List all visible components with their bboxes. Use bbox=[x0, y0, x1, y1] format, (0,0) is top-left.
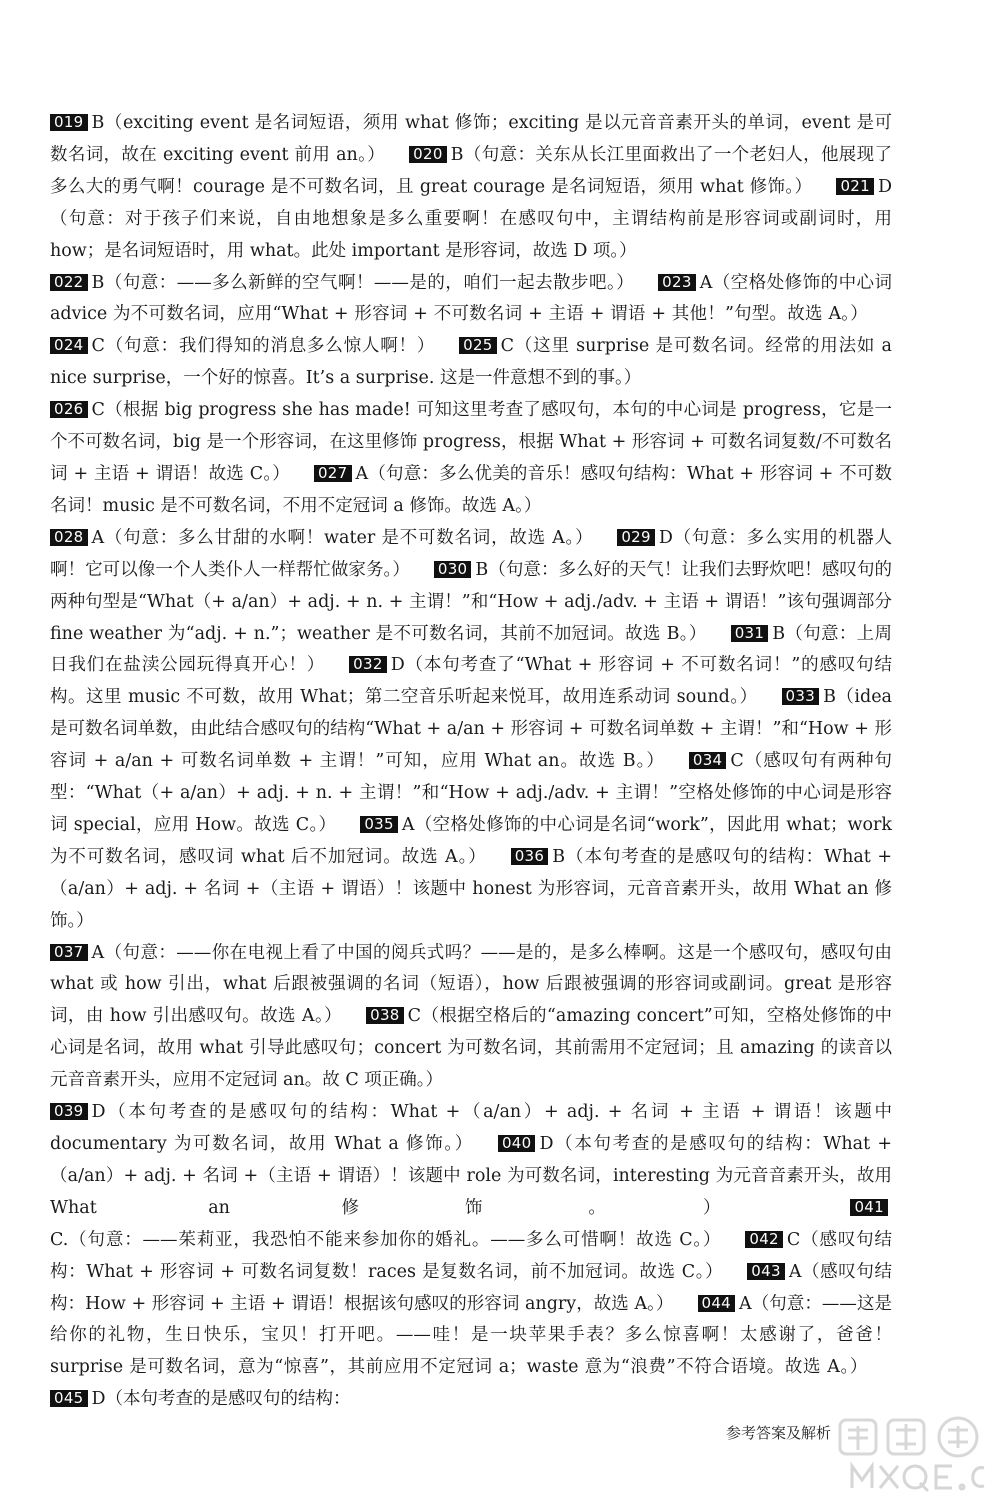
question-number-badge: 042 bbox=[745, 1231, 783, 1248]
answer-explanation: B（句意：关东从长江里面救出了一个老妇人，他展现了多么大的勇气啊！courage 是不可数名词，且 great courage 是名词短语，须用 what 修饰。） bbox=[50, 144, 893, 197]
question-number-badge: 030 bbox=[434, 561, 472, 578]
question-number-badge: 026 bbox=[50, 401, 88, 418]
question-number-badge: 045 bbox=[50, 1390, 88, 1407]
answer-explanation: A（感叹句结构：How + 形容词 + 主语 + 谓语！根据该句感叹的形容词 angry，故选 A。） bbox=[50, 1261, 892, 1314]
answer-explanation: C.（句意：——茱莉亚，我恐怕不能来参加你的婚礼。——多么可惜啊！故选 C。） bbox=[50, 1229, 722, 1250]
answer-entry bbox=[50, 528, 593, 548]
answer-explanation: C（感叹句结构：What + 形容词 + 可数名词复数！races 是复数名词，前不加冠词。故选 C。） bbox=[50, 1229, 893, 1282]
answer-explanation: D（本句考查的是感叹句的结构： bbox=[91, 1389, 351, 1410]
question-number-badge: 039 bbox=[50, 1103, 88, 1120]
answer-explanation: A（句意：多么优美的音乐！感叹句结构：What + 形容词 + 不可数名词！music 是不可数名词，不用不定冠词 a 修饰。故选 A。） bbox=[50, 463, 893, 516]
answer-explanation: A（句意：——你在电视上看了中国的阅兵式吗？——是的，是多么棒啊。这是一个感叹句，感叹句由 what 或 how 引出，what 后跟被强调的名词（短语），how 后跟被强调的形容词或副词。great 是形容词，由 how 引出感叹句。故选 A。） bbox=[50, 942, 892, 1027]
answer-explanation: C（根据 big progress she has made! 可知这里考查了感叹句，本句的中心词是 progress，它是一个不可数名词，big 是一个形容词，在这里修饰 progress，根据 What + 形容词 + 可数名词复数/不可数名词 + 主语 + 谓语！故选 C。） bbox=[50, 400, 892, 484]
footer-label: 参考答案及解析 bbox=[726, 1424, 832, 1442]
question-number-badge: 043 bbox=[747, 1263, 785, 1280]
answer-explanation: B（句意：上周日我们在盐渎公园玩得真开心！） bbox=[50, 623, 892, 676]
answer-explanation: C（这里 surprise 是可数名词。经常的用法如 a nice surprise，一个好的惊喜。It’s a surprise. 这是一件意想不到的事。） bbox=[50, 336, 892, 389]
answer-explanation: D（本句考查的是感叹句的结构：What +（a/an）+ adj. + 名词 + 主语 + 谓语！该题中 documentary 为可数名词，故用 What a 修饰。） bbox=[50, 1102, 892, 1154]
question-number-badge: 040 bbox=[498, 1135, 536, 1152]
answer-explanation: A（空格处修饰的中心词是名词“work”，因此用 what；work 为不可数名词，感叹词 what 后不加冠词。故选 A。） bbox=[50, 814, 893, 867]
question-number-badge: 025 bbox=[459, 337, 497, 354]
answer-explanation: A（空格处修饰的中心词 advice 为不可数名词，应用“What + 形容词 + 不可数名词 + 主语 + 谓语 + 其他！”句型。故选 A。） bbox=[50, 272, 893, 325]
answer-explanation: D（本句考查了“What + 形容词 + 不可数名词！”的感叹句结构。这里 music 不可数，故用 What；第二空音乐听起来悦耳，故用连系动词 sound。） bbox=[50, 655, 892, 708]
question-number-badge: 033 bbox=[782, 688, 820, 705]
answer-explanation: B（本句考查的是感叹句的结构：What +（a/an）+ adj. + 名词 +（主语 + 谓语）！该题中 honest 为形容词，元音音素开头，故用 What an 修饰。） bbox=[50, 846, 893, 931]
answer-explanation: C（句意：我们得知的消息多么惊人啊！） bbox=[91, 336, 436, 357]
answer-explanation: D（句意：多么实用的机器人啊！它可以像一个人类仆人一样帮忙做家务。） bbox=[50, 527, 892, 580]
question-number-badge: 019 bbox=[50, 114, 88, 131]
answer-explanation: B（idea 是可数名词单数，由此结合感叹句的结构“What + a/an + 形容词 + 可数名词单数 + 主谓！”和“How + 形容词 + a/an + 可数名词单数 + 主谓！”可知，应用 What an。故选 B。） bbox=[50, 687, 892, 772]
answer-explanation: D（句意：对于孩子们来说，自由地想象是多么重要啊！在感叹句中，主谓结构前是形容词或副词时，用 how；是名词短语时，用 what。此处 important 是形容词，故选 D 项。） bbox=[50, 176, 892, 261]
answer-text-body bbox=[50, 108, 892, 1416]
answer-explanation: B（exciting event 是名词短语，须用 what 修饰；exciting 是以元音音素开头的单词，event 是可数名词，故在 exciting event 前用 an。） bbox=[50, 113, 892, 165]
question-number-badge: 037 bbox=[50, 944, 88, 961]
question-number-badge: 020 bbox=[409, 146, 447, 163]
question-number-badge: 024 bbox=[50, 337, 88, 354]
question-number-badge: 036 bbox=[511, 848, 549, 865]
question-number-badge: 031 bbox=[731, 625, 769, 642]
answer-entry bbox=[50, 336, 435, 356]
answer-explanation: C（感叹句有两种句型：“What（+ a/an）+ adj. + n. + 主谓！”和“How + adj./adv. + 主谓！”空格处修饰的中心词是形容词 special，应用 How。故选 C。） bbox=[50, 751, 892, 835]
question-number-badge: 035 bbox=[360, 816, 398, 833]
question-number-badge: 023 bbox=[658, 274, 696, 291]
question-number-badge: 041 bbox=[850, 1199, 888, 1216]
watermark-logo-image bbox=[836, 1414, 986, 1460]
question-number-badge: 044 bbox=[698, 1295, 736, 1312]
question-number-badge: 028 bbox=[50, 529, 88, 546]
question-number-badge: 032 bbox=[349, 656, 387, 673]
question-number-badge: 027 bbox=[314, 465, 352, 482]
answer-explanation: B（句意：多么好的天气！让我们去野炊吧！感叹句的两种句型是“What（+ a/an）+ adj. + n. + 主谓！”和“How + adj./adv. + 主语 + 谓语！”该句强调部分 fine weather 为“adj. + n.”；weather 是不可数名词，其前不加冠词。故选 B。） bbox=[50, 559, 892, 644]
watermark-url-image bbox=[846, 1460, 996, 1494]
page-footer bbox=[706, 1420, 996, 1500]
question-number-badge: 022 bbox=[50, 274, 88, 291]
answer-explanation: A（句意：——这是给你的礼物，生日快乐，宝贝！打开吧。——哇！是一块苹果手表？多么惊喜啊！太感谢了，爸爸！surprise 是可数名词，意为“惊喜”，其前应用不定冠词 a；waste 意为“浪费”不符合语境。故选 A。） bbox=[50, 1293, 893, 1378]
question-number-badge: 029 bbox=[617, 529, 655, 546]
answer-explanation: D（本句考查的是感叹句的结构：What +（a/an）+ adj. + 名词 +（主语 + 谓语）！该题中 role 为可数名词，interesting 为元音音素开头，故用 What an 修饰。） bbox=[50, 1134, 892, 1218]
answer-entry bbox=[50, 1389, 351, 1409]
answer-explanation: A（句意：多么甘甜的水啊！water 是不可数名词，故选 A。） bbox=[91, 527, 594, 548]
answer-explanation: B（句意：——多么新鲜的空气啊！——是的，咱们一起去散步吧。） bbox=[91, 272, 635, 293]
question-number-badge: 034 bbox=[689, 752, 727, 769]
answer-entry bbox=[50, 273, 634, 293]
question-number-badge: 038 bbox=[366, 1007, 404, 1024]
question-number-badge: 021 bbox=[836, 178, 874, 195]
answer-explanation: C（根据空格后的“amazing concert”可知，空格处修饰的中心词是名词，故用 what 引导此感叹句；concert 为可数名词，其前需用不定冠词；且 amazing 的读音以元音音素开头，应用不定冠词 an。故 C 项正确。） bbox=[50, 1006, 892, 1091]
